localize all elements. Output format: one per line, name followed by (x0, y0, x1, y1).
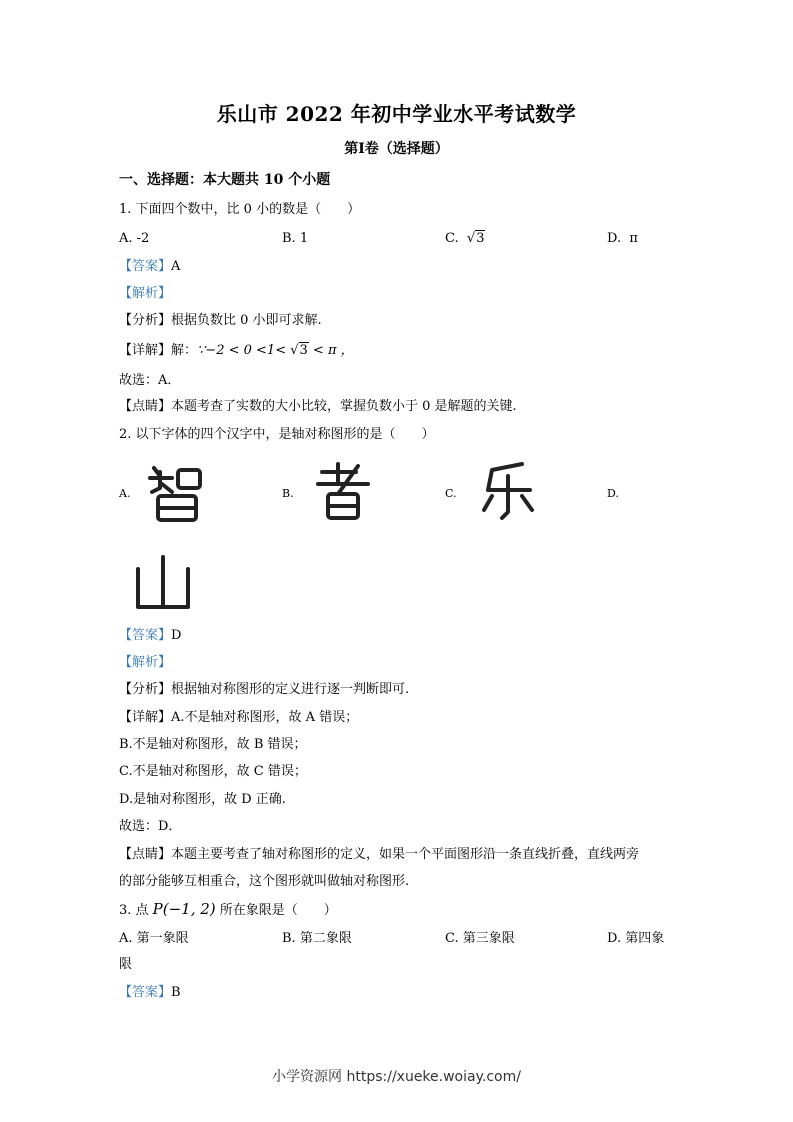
q1-detail: 【详解】解：∵−2 < 0 <1< √3 < π ， (119, 343, 354, 358)
q2-label-d: D. (607, 487, 619, 500)
q3-answer: 【答案】B (119, 985, 181, 1000)
glyph-shan-image (132, 551, 194, 613)
glyph-le-image (478, 460, 540, 522)
q2-line-b: B.不是轴对称图形，故 B 错误； (119, 737, 307, 752)
q2-stem: 2. 以下字体的四个汉字中，是轴对称图形的是（ ） (119, 427, 435, 442)
q2-detail: 【详解】A.不是轴对称图形，故 A 错误； (119, 710, 359, 725)
q3-stem: 3. 点 P(−1, 2) 所在象限是（ ） (119, 900, 337, 918)
glyph-zhe-image (312, 460, 374, 522)
q2-label-c: C. (445, 487, 457, 500)
q1-choose: 故选：A． (119, 373, 181, 388)
q2-choose: 故选：D． (119, 819, 182, 834)
q1-option-d: D. π (607, 231, 638, 246)
section-heading: 一、选择题：本大题共 10 个小题 (119, 172, 331, 188)
q2-analysis-tag: 【解析】 (119, 655, 172, 670)
q3-option-d-cont: 限 (119, 957, 133, 972)
q2-label-b: B. (282, 487, 294, 500)
q2-line-d: D.是轴对称图形，故 D 正确. (119, 792, 286, 807)
q1-option-b: B. 1 (282, 231, 309, 246)
q2-line-c: C.不是轴对称图形，故 C 错误； (119, 764, 307, 779)
q2-answer: 【答案】D (119, 628, 182, 643)
q1-analysis-tag: 【解析】 (119, 286, 172, 301)
q1-answer: 【答案】A (119, 259, 181, 274)
q3-option-b: B. 第二象限 (282, 931, 352, 946)
q3-option-c: C. 第三象限 (445, 931, 515, 946)
q2-label-a: A. (119, 487, 131, 500)
q1-option-c: C. √3 (445, 231, 485, 246)
q1-comment: 【点睛】本题考查了实数的大小比较，掌握负数小于 0 是解题的关键. (119, 399, 517, 414)
q3-option-a: A. 第一象限 (119, 931, 189, 946)
q1-stem: 1. 下面四个数中，比 0 小的数是（ ） (119, 202, 361, 217)
q2-fenxi: 【分析】根据轴对称图形的定义进行逐一判断即可. (119, 682, 410, 697)
q2-comment-1: 【点睛】本题主要考查了轴对称图形的定义，如果一个平面图形沿一条直线折叠，直线两旁 (119, 847, 640, 862)
q1-fenxi: 【分析】根据负数比 0 小即可求解. (119, 313, 322, 328)
glyph-zhi-image (146, 462, 208, 524)
q2-comment-2: 的部分能够互相重合，这个图形就叫做轴对称图形. (119, 874, 410, 889)
page-title: 乐山市 2022 年初中学业水平考试数学 (216, 102, 577, 126)
part-title: 第Ⅰ卷（选择题） (344, 141, 449, 157)
q3-option-d: D. 第四象 (607, 931, 665, 946)
q1-option-a: A. -2 (119, 231, 150, 246)
footer-watermark: 小学资源网 https://xueke.woiay.com/ (272, 1069, 521, 1085)
